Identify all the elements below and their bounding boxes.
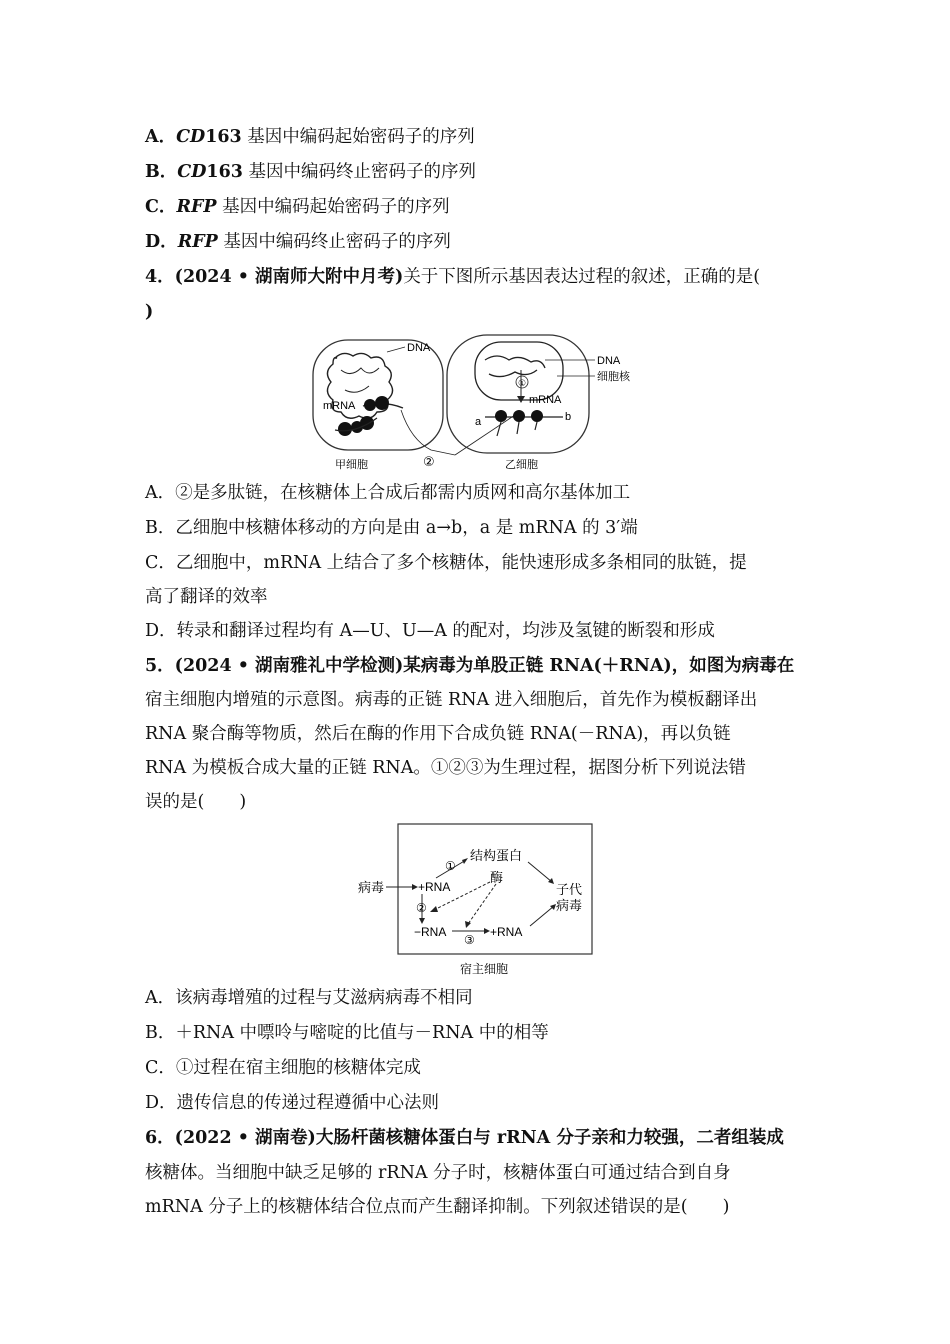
q5-option-b[interactable]: B．＋RNA 中嘌呤与嘧啶的比值与－RNA 中的相等 [145,1023,549,1043]
cell-b-ribosome [513,410,525,422]
plus-rna2-label: +RNA [490,925,523,939]
q5-option-d[interactable]: D．遗传信息的传递过程遵循中心法则 [145,1093,440,1113]
step2-label: ② [416,901,427,915]
step3-label: ③ [464,933,475,947]
q3-option-d[interactable]: D．RFP 基因中编码终止密码子的序列 [145,232,451,252]
plus-rna-label: +RNA [418,880,451,894]
q4-option-a[interactable]: A．②是多肽链，在核糖体上合成后都需内质网和高尔基体加工 [145,483,631,503]
q6-stem-line: mRNA 分子上的核糖体结合位点而产生翻译抑制。下列叙述错误的是( ) [145,1197,730,1217]
enzyme-label: 酶 [490,870,504,885]
q4-option-b[interactable]: B．乙细胞中核糖体移动的方向是由 a→b，a 是 mRNA 的 3′端 [145,518,638,538]
minus-rna-label: −RNA [414,925,447,939]
cell-a-mrna-label: mRNA [323,400,356,412]
q3-option-a[interactable]: A．CD163 基因中编码起始密码子的序列 [145,127,475,147]
circle1-label: ① [518,378,527,388]
cell-b-nucleus-label: 细胞核 [597,371,630,383]
q6-stem-line: 6．(2022 • 湖南卷)大肠杆菌核糖体蛋白与 rRNA 分子亲和力较强，二者组装成 [145,1128,784,1148]
q4-stem: 4．(2024 • 湖南师大附中月考)关于下图所示基因表达过程的叙述，正确的是( [145,267,761,287]
progeny-label-1: 子代 [556,882,583,897]
q5-stem-line: RNA 为模板合成大量的正链 RNA。①②③为生理过程，据图分析下列说法错 [145,758,746,778]
q5-stem-line: 误的是( ) [145,792,247,812]
cell-b-ribosome [531,410,543,422]
gene-expression-figure [305,330,645,475]
q4-option-d[interactable]: D．转录和翻译过程均有 A—U、U—A 的配对，均涉及氢键的断裂和形成 [145,621,715,641]
q5-stem-line: 5．(2024 • 湖南雅礼中学检测)某病毒为单股正链 RNA(＋RNA)，如图为病毒在 [145,656,795,676]
cell-a-dna-label: DNA [407,342,431,354]
cell-b-dna-strand [485,356,545,377]
label-a: a [475,416,482,428]
virus-replication-figure [340,820,610,980]
q4-stem-end: ) [145,302,154,322]
cell-b-caption: 乙细胞 [505,459,538,471]
q4-option-c[interactable]: C．乙细胞中，mRNA 上结合了多个核糖体，能快速形成多条相同的肽链，提 [145,553,747,573]
label-b: b [565,411,572,423]
q5-option-c[interactable]: C．①过程在宿主细胞的核糖体完成 [145,1058,421,1078]
progeny-label-2: 病毒 [556,898,583,913]
cell-a-ribosome [360,416,374,430]
q3-option-c[interactable]: C．RFP 基因中编码起始密码子的序列 [145,197,450,217]
cell-b-nucleus [475,342,563,400]
cell-a-caption: 甲细胞 [335,459,368,471]
cell-b-dna-label: DNA [597,355,621,367]
cell-b-ribosome [495,410,507,422]
cell-a-dna-strand [341,368,379,392]
q5-stem-line: 宿主细胞内增殖的示意图。病毒的正链 RNA 进入细胞后，首先作为模板翻译出 [145,690,758,710]
q5-stem-line: RNA 聚合酶等物质，然后在酶的作用下合成负链 RNA(－RNA)，再以负链 [145,724,731,744]
cell-a-ribosome [375,396,389,410]
host-cell-caption: 宿主细胞 [460,962,509,976]
structural-protein-label: 结构蛋白 [470,848,523,863]
cell-b-mrna-label: mRNA [529,394,562,406]
virus-label: 病毒 [358,880,385,895]
cell-b-outline [447,335,589,453]
circle2-label: ② [423,454,435,469]
cell-a-ribosome [338,422,352,436]
q6-stem-line: 核糖体。当细胞中缺乏足够的 rRNA 分子时，核糖体蛋白可通过结合到自身 [145,1163,731,1183]
q3-option-b[interactable]: B．CD163 基因中编码终止密码子的序列 [145,162,477,182]
q5-option-a[interactable]: A．该病毒增殖的过程与艾滋病病毒不相同 [145,988,473,1008]
cell-a-ribosome [364,399,376,411]
step1-label: ① [445,859,456,873]
q4-option-c-cont: 高了翻译的效率 [145,587,268,607]
